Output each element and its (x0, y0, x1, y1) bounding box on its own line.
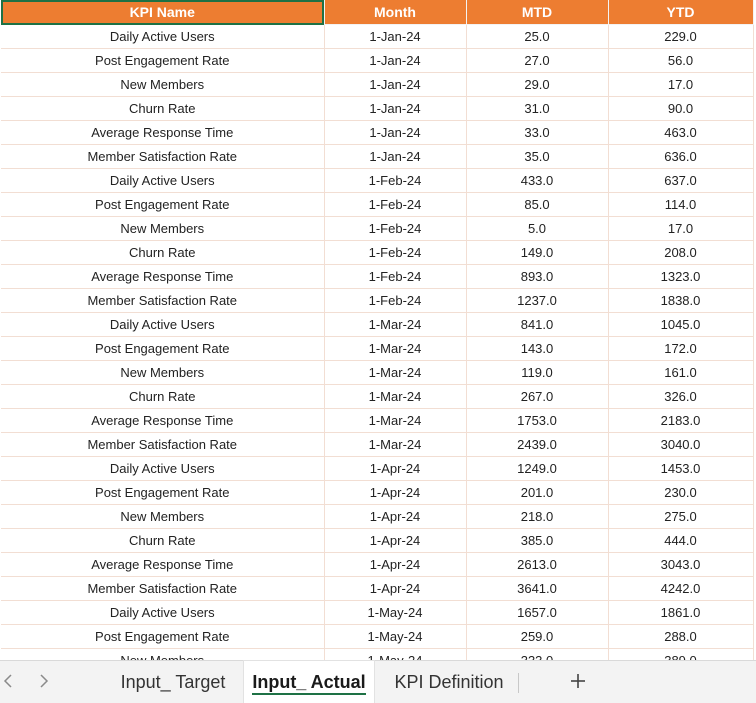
tab-label: KPI Definition (394, 671, 504, 692)
ytd-cell[interactable]: 636.0 (608, 145, 753, 169)
mtd-cell[interactable]: 119.0 (466, 361, 608, 385)
kpi-table (1, 0, 754, 673)
ytd-cell[interactable]: 1045.0 (608, 313, 753, 337)
mtd-cell[interactable]: 259.0 (466, 625, 608, 649)
month-cell[interactable]: 1-Feb-24 (324, 265, 466, 289)
mtd-cell[interactable]: 1657.0 (466, 601, 608, 625)
ytd-cell[interactable]: 161.0 (608, 361, 753, 385)
mtd-cell[interactable]: 841.0 (466, 313, 608, 337)
ytd-cell[interactable]: 230.0 (608, 481, 753, 505)
month-cell[interactable]: 1-Mar-24 (324, 385, 466, 409)
kpi-name-cell[interactable]: New Members (1, 73, 324, 97)
kpi-name-cell[interactable]: Churn Rate (1, 385, 324, 409)
kpi-name-cell[interactable]: Average Response Time (1, 553, 324, 577)
table-row (1, 457, 753, 481)
mtd-cell[interactable]: 201.0 (466, 481, 608, 505)
mtd-cell[interactable]: 1753.0 (466, 409, 608, 433)
table-row (1, 553, 753, 577)
month-cell[interactable]: 1-Mar-24 (324, 361, 466, 385)
ytd-cell[interactable]: 463.0 (608, 121, 753, 145)
active-tab-underline (252, 693, 366, 695)
table-row (1, 337, 753, 361)
kpi-name-cell[interactable]: Average Response Time (1, 409, 324, 433)
table-row (1, 97, 753, 121)
ytd-cell[interactable]: 326.0 (608, 385, 753, 409)
month-cell[interactable]: 1-Jan-24 (324, 49, 466, 73)
header-mtd[interactable]: MTD (466, 0, 608, 25)
table-row (1, 121, 753, 145)
month-cell[interactable]: 1-Feb-24 (324, 241, 466, 265)
mtd-cell[interactable]: 1249.0 (466, 457, 608, 481)
month-cell[interactable]: 1-Apr-24 (324, 481, 466, 505)
kpi-name-cell[interactable]: Post Engagement Rate (1, 625, 324, 649)
mtd-cell[interactable]: 218.0 (466, 505, 608, 529)
mtd-cell[interactable]: 25.0 (466, 25, 608, 49)
ytd-cell[interactable]: 114.0 (608, 193, 753, 217)
header-month[interactable]: Month (324, 0, 466, 25)
table-row (1, 25, 753, 49)
kpi-name-cell[interactable]: Member Satisfaction Rate (1, 289, 324, 313)
tab-kpi-definition[interactable] (380, 661, 518, 703)
month-cell[interactable]: 1-Apr-24 (324, 505, 466, 529)
table-row (1, 193, 753, 217)
header-kpi-name[interactable]: KPI Name (1, 0, 324, 25)
month-cell[interactable]: 1-Jan-24 (324, 25, 466, 49)
month-cell[interactable]: 1-Feb-24 (324, 289, 466, 313)
mtd-cell[interactable]: 31.0 (466, 97, 608, 121)
month-cell[interactable]: 1-Feb-24 (324, 193, 466, 217)
ytd-cell[interactable]: 90.0 (608, 97, 753, 121)
add-sheet-button[interactable] (566, 667, 590, 695)
mtd-cell[interactable]: 33.0 (466, 121, 608, 145)
mtd-cell[interactable]: 2613.0 (466, 553, 608, 577)
kpi-name-cell[interactable]: Daily Active Users (1, 169, 324, 193)
table-row (1, 217, 753, 241)
month-cell[interactable]: 1-Apr-24 (324, 457, 466, 481)
table-row (1, 145, 753, 169)
mtd-cell[interactable]: 1237.0 (466, 289, 608, 313)
ytd-cell[interactable]: 1453.0 (608, 457, 753, 481)
mtd-cell[interactable]: 267.0 (466, 385, 608, 409)
kpi-name-cell[interactable]: New Members (1, 505, 324, 529)
table-row (1, 313, 753, 337)
table-row (1, 481, 753, 505)
ytd-cell[interactable]: 637.0 (608, 169, 753, 193)
month-cell[interactable]: 1-Mar-24 (324, 409, 466, 433)
kpi-name-cell[interactable]: Average Response Time (1, 265, 324, 289)
ytd-cell[interactable]: 4242.0 (608, 577, 753, 601)
kpi-name-cell[interactable]: Member Satisfaction Rate (1, 433, 324, 457)
month-cell[interactable]: 1-Feb-24 (324, 169, 466, 193)
month-cell[interactable]: 1-Jan-24 (324, 145, 466, 169)
kpi-name-cell[interactable]: Post Engagement Rate (1, 481, 324, 505)
month-cell[interactable]: 1-Apr-24 (324, 577, 466, 601)
tab-label: Input_ Target (120, 671, 226, 692)
mtd-cell[interactable]: 143.0 (466, 337, 608, 361)
tab-label: Input_ Actual (252, 671, 366, 692)
table-row (1, 529, 753, 553)
month-cell[interactable]: 1-Mar-24 (324, 433, 466, 457)
kpi-name-cell[interactable]: Churn Rate (1, 97, 324, 121)
month-cell[interactable]: 1-Jan-24 (324, 73, 466, 97)
kpi-name-cell[interactable]: Average Response Time (1, 121, 324, 145)
month-cell[interactable]: 1-Apr-24 (324, 529, 466, 553)
table-row (1, 625, 753, 649)
tab-divider (518, 673, 519, 693)
ytd-cell[interactable]: 3040.0 (608, 433, 753, 457)
ytd-cell[interactable]: 3043.0 (608, 553, 753, 577)
month-cell[interactable]: 1-Feb-24 (324, 217, 466, 241)
ytd-cell[interactable]: 17.0 (608, 217, 753, 241)
ytd-cell[interactable]: 2183.0 (608, 409, 753, 433)
ytd-cell[interactable]: 1838.0 (608, 289, 753, 313)
plus-icon (570, 673, 586, 689)
month-cell[interactable]: 1-Jan-24 (324, 121, 466, 145)
mtd-cell[interactable]: 3641.0 (466, 577, 608, 601)
month-cell[interactable]: 1-Mar-24 (324, 313, 466, 337)
kpi-name-cell[interactable]: New Members (1, 217, 324, 241)
table-row (1, 433, 753, 457)
mtd-cell[interactable]: 149.0 (466, 241, 608, 265)
header-ytd[interactable]: YTD (608, 0, 753, 25)
ytd-cell[interactable]: 56.0 (608, 49, 753, 73)
kpi-name-cell[interactable]: Daily Active Users (1, 313, 324, 337)
kpi-name-cell[interactable]: Churn Rate (1, 529, 324, 553)
table-row (1, 601, 753, 625)
table-row (1, 241, 753, 265)
mtd-cell[interactable]: 2439.0 (466, 433, 608, 457)
ytd-cell[interactable]: 17.0 (608, 73, 753, 97)
kpi-name-cell[interactable]: Post Engagement Rate (1, 193, 324, 217)
kpi-name-cell[interactable]: Member Satisfaction Rate (1, 145, 324, 169)
scroll-tabs-left-button[interactable] (0, 669, 16, 693)
month-cell[interactable]: 1-Jan-24 (324, 97, 466, 121)
table-row (1, 505, 753, 529)
month-cell[interactable]: 1-May-24 (324, 625, 466, 649)
chevron-left-icon (3, 674, 13, 688)
kpi-name-cell[interactable]: Member Satisfaction Rate (1, 577, 324, 601)
kpi-name-cell[interactable]: Post Engagement Rate (1, 337, 324, 361)
month-cell[interactable]: 1-Apr-24 (324, 553, 466, 577)
header-row (1, 0, 753, 25)
ytd-cell[interactable]: 172.0 (608, 337, 753, 361)
month-cell[interactable]: 1-Mar-24 (324, 337, 466, 361)
scroll-tabs-right-button[interactable] (36, 669, 52, 693)
mtd-cell[interactable]: 35.0 (466, 145, 608, 169)
table-row (1, 577, 753, 601)
mtd-cell[interactable]: 385.0 (466, 529, 608, 553)
kpi-name-cell[interactable]: Daily Active Users (1, 457, 324, 481)
kpi-name-cell[interactable]: Post Engagement Rate (1, 49, 324, 73)
table-row (1, 49, 753, 73)
mtd-cell[interactable]: 27.0 (466, 49, 608, 73)
mtd-cell[interactable]: 29.0 (466, 73, 608, 97)
mtd-cell[interactable]: 85.0 (466, 193, 608, 217)
table-row (1, 409, 753, 433)
chevron-right-icon (39, 674, 49, 688)
table-row (1, 169, 753, 193)
table-row (1, 385, 753, 409)
tab-input-actual[interactable] (244, 661, 374, 703)
mtd-cell[interactable]: 433.0 (466, 169, 608, 193)
kpi-name-cell[interactable]: Churn Rate (1, 241, 324, 265)
sheet-tab-bar (0, 660, 756, 703)
month-cell[interactable]: 1-May-24 (324, 601, 466, 625)
kpi-name-cell[interactable]: New Members (1, 361, 324, 385)
tab-input-target[interactable] (106, 661, 240, 703)
mtd-cell[interactable]: 5.0 (466, 217, 608, 241)
table-row (1, 361, 753, 385)
ytd-cell[interactable]: 275.0 (608, 505, 753, 529)
table-row (1, 265, 753, 289)
ytd-cell[interactable]: 229.0 (608, 25, 753, 49)
table-row (1, 289, 753, 313)
ytd-cell[interactable]: 444.0 (608, 529, 753, 553)
ytd-cell[interactable]: 1323.0 (608, 265, 753, 289)
mtd-cell[interactable]: 893.0 (466, 265, 608, 289)
ytd-cell[interactable]: 1861.0 (608, 601, 753, 625)
kpi-name-cell[interactable]: Daily Active Users (1, 601, 324, 625)
ytd-cell[interactable]: 208.0 (608, 241, 753, 265)
kpi-name-cell[interactable]: Daily Active Users (1, 25, 324, 49)
table-row (1, 73, 753, 97)
ytd-cell[interactable]: 288.0 (608, 625, 753, 649)
